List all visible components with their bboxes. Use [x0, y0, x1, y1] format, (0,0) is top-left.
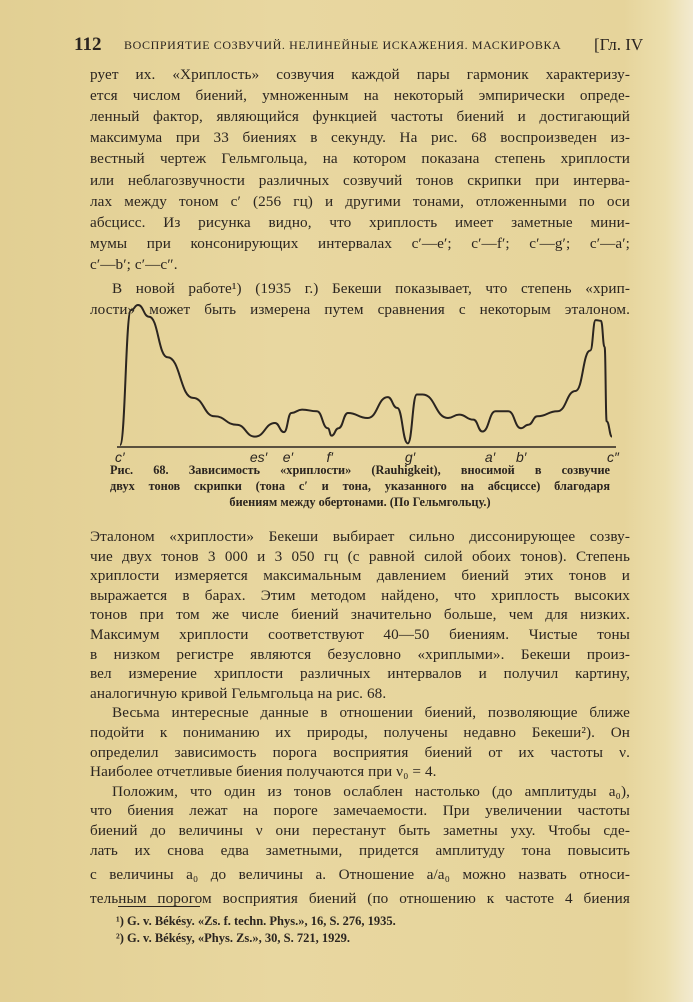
text-line: вестный чертеж Гельмгольца, на котором показана степень хриплости	[90, 150, 630, 168]
text-line: подойти к пониманию их природы, получены недавно Бекеши²). Он	[90, 724, 630, 741]
text-line: выражается в барах. Этим методом найдено, что хриплость высоких	[90, 586, 630, 604]
text-line: лах между тоном c′ (256 гц) и другими тонами, отложенными по оси	[90, 192, 630, 210]
text-line: абсцисс. Из рисунка видно, что хриплость имеет заметные мини-	[90, 213, 630, 231]
text-line: что биения лежат на пороге замечаемости. При увеличении частоты	[90, 802, 630, 820]
text-line: тельным порогом восприятия биений (по отношению к частоте 4 биения	[90, 889, 630, 907]
text-line: тонов при том же числе биений значительно больше, чем для низких.	[90, 606, 630, 624]
text-line: В новой работе¹) (1935 г.) Бекеши показывает, что степень «хрип-	[112, 280, 630, 297]
text-line: рует их. «Хриплость» созвучия каждой пары гармоник характеризу-	[90, 66, 630, 83]
x-tick-label: e′	[282, 449, 294, 465]
text-line: определил зависимость порога восприятия биений от их частоты ν.	[90, 743, 630, 761]
text-line: Наиболее отчетливые биения получаются при ν₀ = 4.	[90, 763, 437, 781]
x-tick-label: c′	[115, 449, 125, 465]
x-tick-label: b′	[515, 449, 527, 465]
roughness-curve	[120, 305, 612, 445]
text-line: ется числом биений, умноженным на некоторый эмпирически опреде-	[90, 87, 630, 105]
footnote-2: ²) G. v. Békésy, «Phys. Zs.», 30, S. 721, 1929.	[116, 931, 350, 945]
text-line: аналогичную кривой Гельмгольца на рис. 68.	[90, 684, 387, 702]
text-line: в низком регистре являются безусловно «хриплыми». Бекеши произ-	[90, 645, 630, 663]
text-line: ленный фактор, являющийся функцией частоты биений и достигающий	[90, 108, 630, 126]
x-tick-label: g′	[404, 449, 416, 465]
text-line: вел измерение хриплости различных интервалов и получил картину,	[90, 665, 630, 683]
figure-68-chart	[0, 0, 693, 470]
running-head: ВОСПРИЯТИЕ СОЗВУЧИЙ. НЕЛИНЕЙНЫЕ ИСКАЖЕНИЯ. МАСКИРОВКА	[124, 38, 562, 52]
figure-caption-line: Рис. 68. Зависимость «хриплости» (Rauhigkeit), вносимой в созвучие	[110, 463, 610, 477]
text-line: мумы при консонирующих интервалах c′—e′; c′—f′; c′—g′; c′—a′;	[90, 234, 630, 252]
figure-caption-line: биениям между обертонами. (По Гельмгольцу.)	[229, 495, 491, 509]
text-line: чие двух тонов 3 000 и 3 050 гц (с равной силой обоих тонов). Степень	[90, 547, 630, 565]
text-line: или неблагозвучности различных созвучий тонов скрипки при интерва-	[90, 171, 630, 189]
text-line: с величины a₀ до величины a. Отношение a/a₀ можно назвать относи-	[90, 866, 630, 884]
x-tick-label: a′	[484, 449, 496, 465]
figure-caption-line: двух тонов скрипки (тона c′ и тона, указанного на абсциссе) благодаря	[110, 479, 610, 493]
x-tick-label: f′	[326, 449, 334, 465]
text-line: Эталоном «хриплости» Бекеши выбирает сильно диссонирующее созву-	[90, 528, 630, 545]
footnote-rule	[118, 906, 200, 907]
text-line: Весьма интересные данные в отношении биений, позволяющие ближе	[112, 704, 630, 722]
page-number: 112	[74, 34, 102, 55]
x-tick-label: es′	[249, 449, 268, 465]
text-line: максимума при 33 биениях в секунду. На рис. 68 воспроизведен из-	[90, 129, 630, 147]
text-line: Положим, что один из тонов ослаблен настолько (до амплитуды a₀),	[112, 782, 630, 800]
text-line: Максимум хриплости соответствуют 40—50 биениям. Чистые тоны	[90, 626, 630, 643]
text-line: биений до величины ν они перестанут быть заметны уху. Чтобы сде-	[90, 822, 630, 839]
text-line: лать их снова едва заметными, придется амплитуду тона повысить	[90, 841, 630, 859]
text-line: c′—b′; c′—c″.	[90, 255, 178, 273]
text-line: хриплости измеряется максимальным давлением биений этих тонов и	[90, 567, 630, 585]
x-tick-label: c″	[607, 449, 619, 465]
text-line: лости» может быть измерена путем сравнения с некоторым эталоном.	[90, 301, 630, 319]
footnote-1: ¹) G. v. Békésy. «Zs. f. techn. Phys.», 16, S. 276, 1935.	[116, 914, 396, 928]
chapter-label: [Гл. IV	[594, 35, 644, 54]
